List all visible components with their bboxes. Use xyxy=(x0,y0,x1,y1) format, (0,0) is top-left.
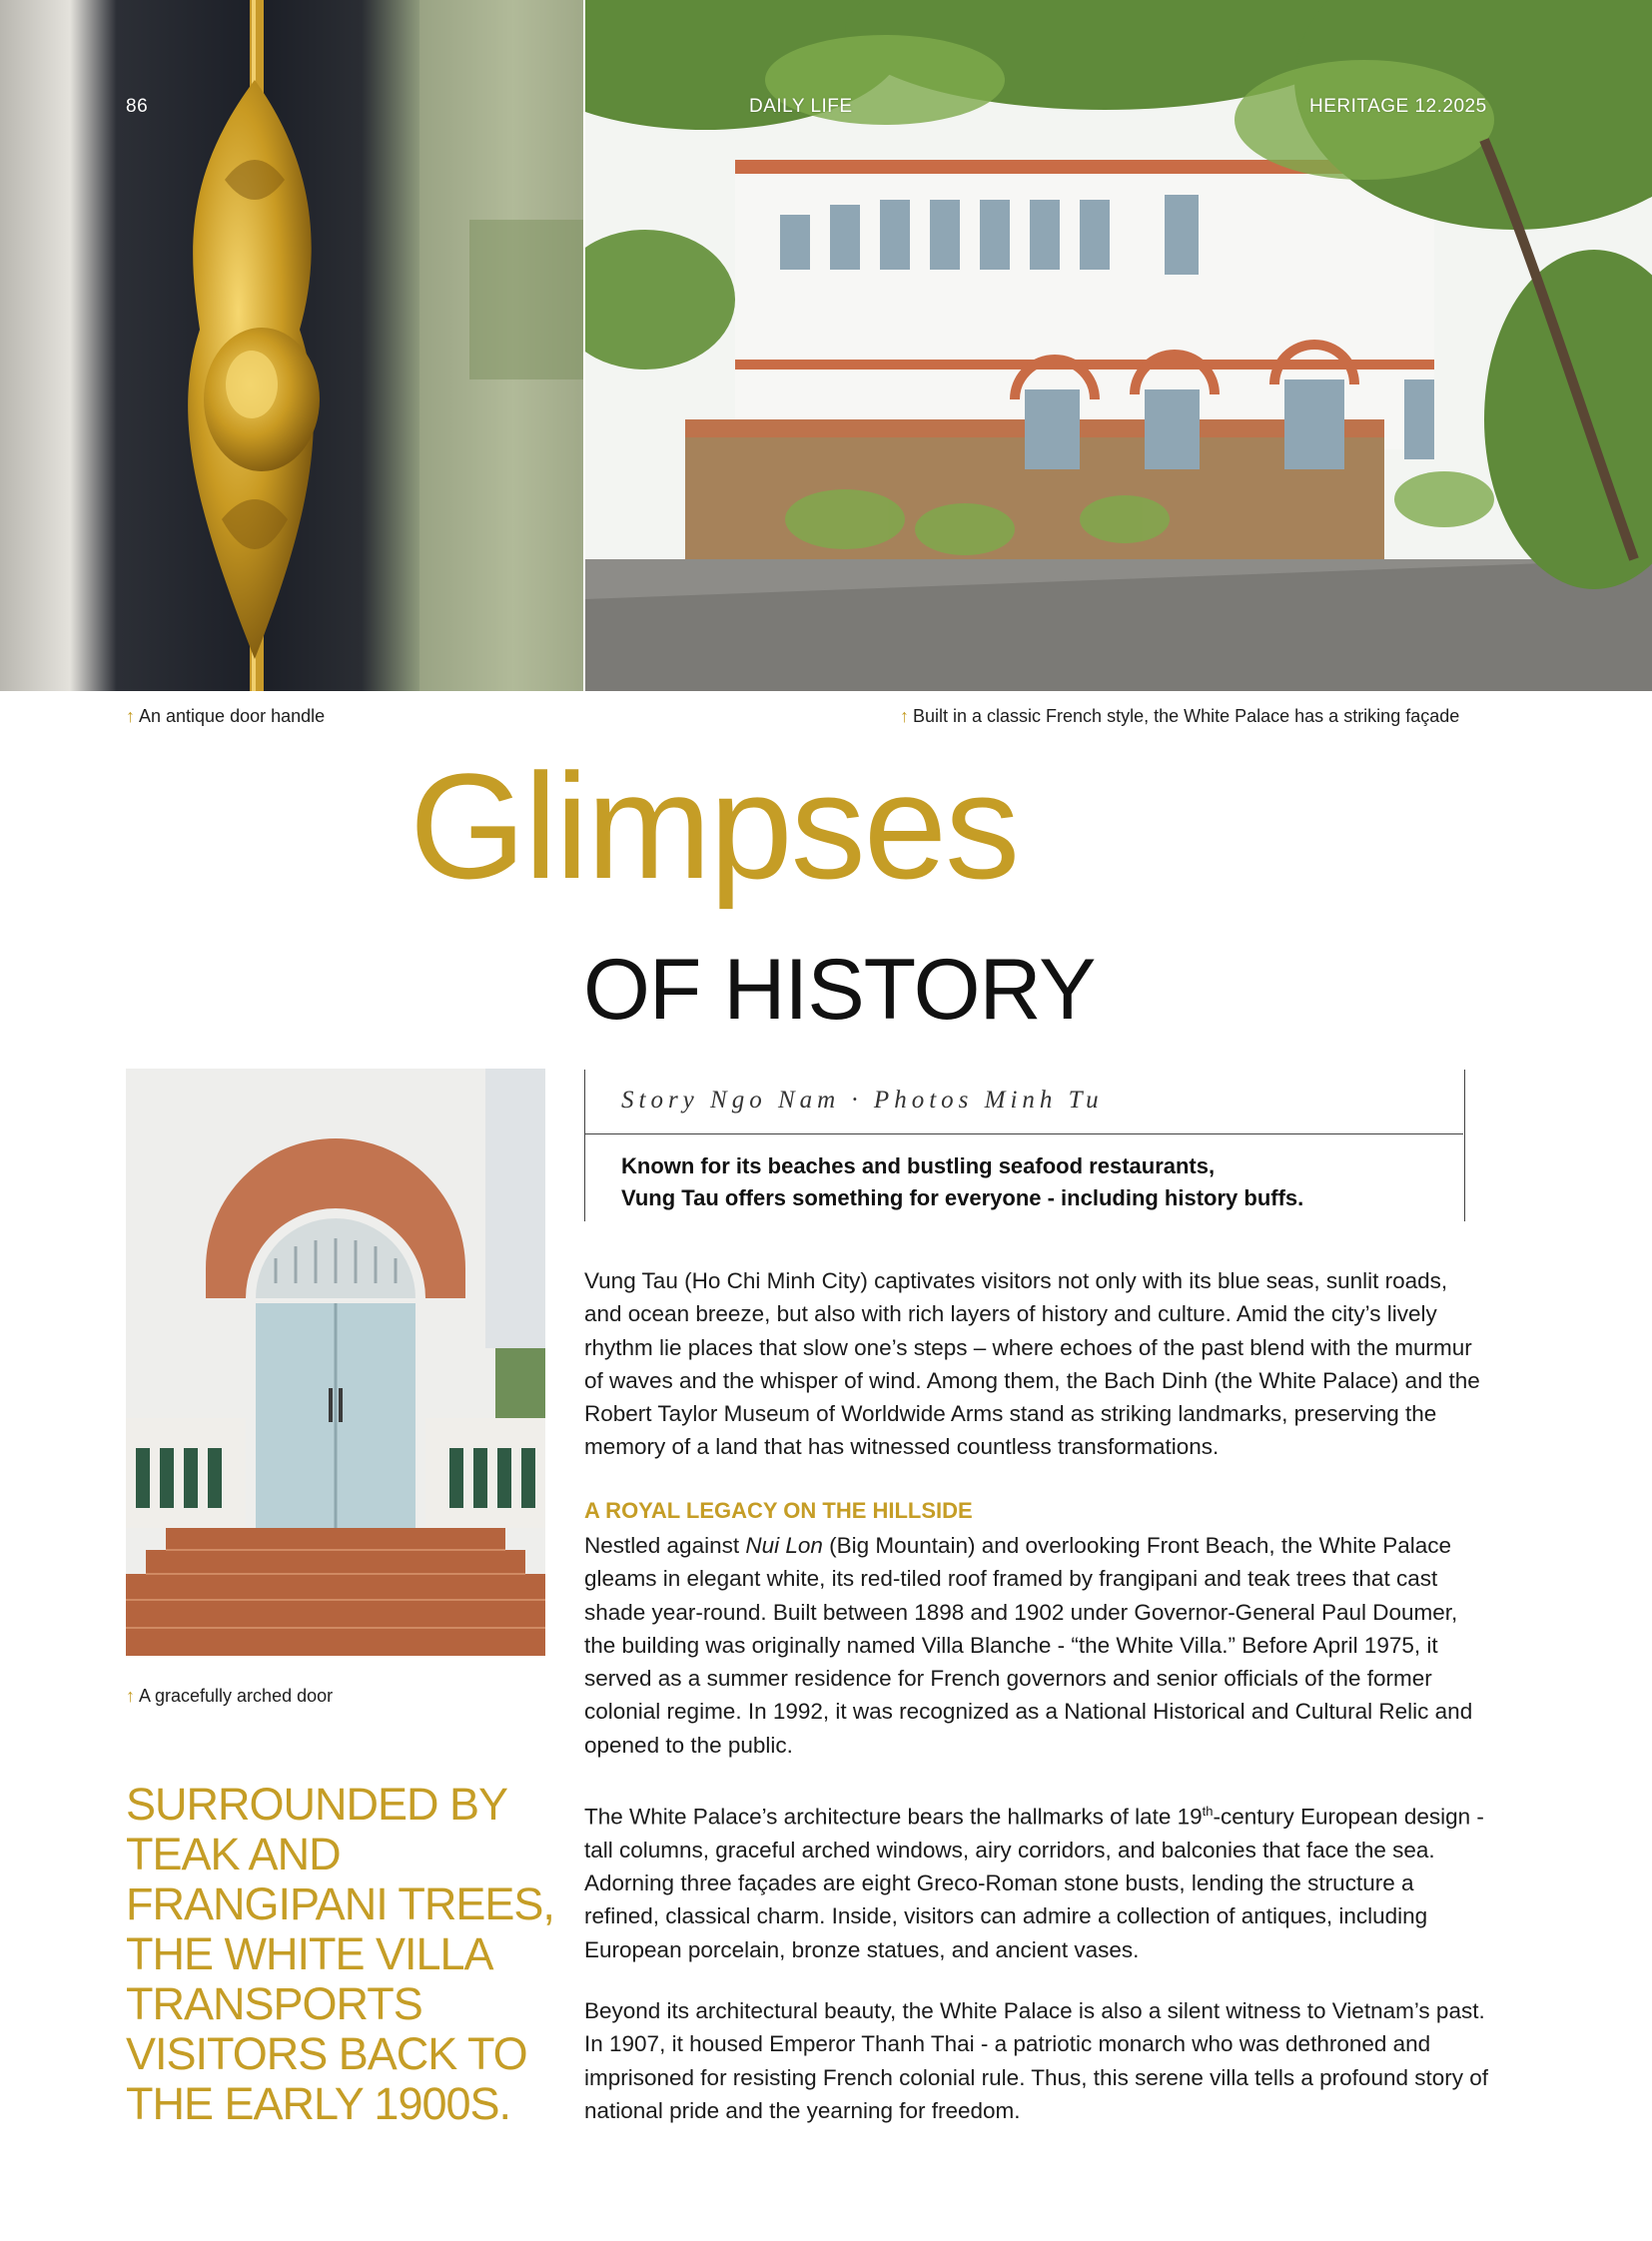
paragraph-architecture xyxy=(584,1795,1488,1966)
standfirst-line-1: Known for its beaches and bustling seafood restaurants, xyxy=(621,1153,1216,1178)
body-paragraph-3 xyxy=(584,1795,1488,1966)
door-handle-photo xyxy=(0,0,583,691)
body-paragraph-1 xyxy=(584,1264,1488,1464)
up-arrow-icon: ↑ xyxy=(126,1686,135,1706)
caption-door-handle xyxy=(126,706,325,727)
body-paragraph-2 xyxy=(584,1529,1488,1762)
section-label: DAILY LIFE xyxy=(749,96,853,117)
caption-facade-text: Built in a classic French style, the White Palace has a striking façade xyxy=(913,706,1460,726)
paragraph-royal-legacy xyxy=(584,1529,1488,1762)
white-palace-photo xyxy=(585,0,1652,691)
caption-arched-door xyxy=(126,1686,333,1707)
para2-start: Nestled against xyxy=(584,1533,746,1558)
up-arrow-icon: ↑ xyxy=(126,706,135,726)
byline: Story Ngo Nam · Photos Minh Tu xyxy=(621,1087,1104,1114)
standfirst xyxy=(621,1150,1440,1214)
body-paragraph-4 xyxy=(584,1994,1488,2127)
standfirst-line-2: Vung Tau offers something for everyone - including history buffs. xyxy=(621,1185,1304,1210)
paragraph-history: Beyond its architectural beauty, the White Palace is also a silent witness to Vietnam’s past. In 1907, it housed Emperor Thanh Thai - a patriotic monarch who was dethroned and imprisoned for resisting French colonial rule. Thus, this serene villa tells a profound story of national pride and the yearning for freedom. xyxy=(584,1998,1489,2123)
para2-italic-term: Nui Lon xyxy=(745,1533,823,1558)
title-sub: OF HISTORY xyxy=(583,942,1096,1038)
issue-label: HERITAGE 12.2025 xyxy=(1309,96,1487,117)
section-subhead: A ROYAL LEGACY ON THE HILLSIDE xyxy=(584,1498,973,1523)
arched-door-photo xyxy=(126,1069,545,1656)
page-number: 86 xyxy=(126,96,149,117)
para2-rest: (Big Mountain) and overlooking Front Beach, the White Palace gleams in elegant white, its red-tiled roof framed by frangipani and teak trees that cast shade year-round. Built between 1898 and 1902 under Governor-General Paul Doumer, the building was originally named Villa Blanche - “the White Villa.” Before April 1975, it served as a summer residence for French governors and senior officials of the former colonial regime. In 1992, it was recognized as a National Historical and Cultural Relic and opened to the public. xyxy=(584,1533,1473,1758)
caption-facade xyxy=(900,706,1459,727)
pull-quote: SURROUNDED BY TEAK AND FRANGIPANI TREES, THE WHITE VILLA TRANSPORTS VISITORS BACK TO THE EARLY 1900S. xyxy=(126,1779,554,2129)
para3-start: The White Palace’s architecture bears the hallmarks of late 19 xyxy=(584,1804,1203,1830)
up-arrow-icon: ↑ xyxy=(900,706,909,726)
caption-door-handle-text: An antique door handle xyxy=(139,706,326,726)
title-main: Glimpses xyxy=(410,742,1019,910)
byline-divider xyxy=(584,1133,1463,1134)
caption-arched-door-text: A gracefully arched door xyxy=(139,1686,334,1706)
intro-paragraph: Vung Tau (Ho Chi Minh City) captivates visitors not only with its blue seas, sunlit roads, and ocean breeze, but also with rich layers of history and culture. Amid the city’s lively rhythm lie places that slow one’s steps – where echoes of the past blend with the murmur of waves and the whisper of wind. Among them, the Bach Dinh (the White Palace) and the Robert Taylor Museum of Worldwide Arms stand as striking landmarks, preserving the memory of a land that has witnessed countless transformations. xyxy=(584,1268,1480,1460)
para3-rest: -century European design - tall columns, graceful arched windows, airy corridors, and balconies that face the sea. Adorning three façades are eight Greco-Roman stone busts, lending the structure a refined, classical charm. Inside, visitors can admire a collection of antiques, including European porcelain, bronze statues, and ancient vases. xyxy=(584,1804,1484,1962)
para3-superscript: th xyxy=(1202,1804,1214,1819)
